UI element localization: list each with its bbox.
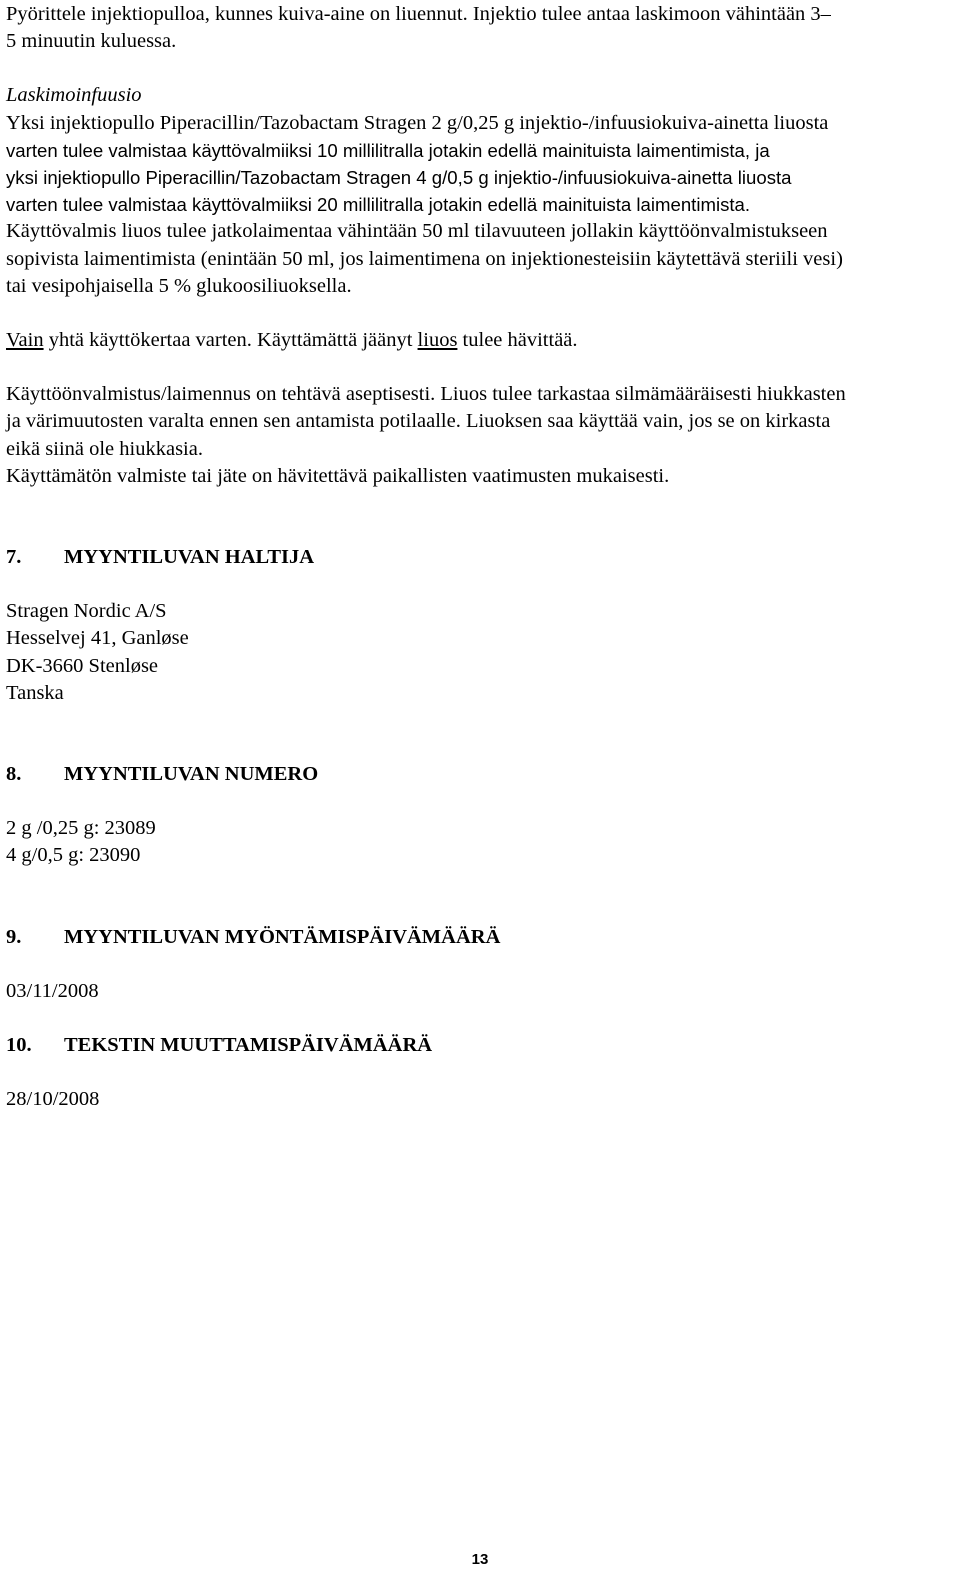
page-number: 13 [471,1551,489,1568]
section-8-heading [6,761,946,788]
single-use-note [6,327,946,354]
section-title: MYYNTILUVAN MYÖNTÄMISPÄIVÄMÄÄRÄ [64,925,501,948]
liuos-word: liuos [417,329,458,352]
infusion-line: varten tulee valmistaa käyttövalmiiksi 20 millilitralla jotakin edellä mainituista laimentimista. [6,194,751,216]
handling-line: Käyttämätön valmiste tai jäte on hävitettävä paikallisten vaatimusten mukaisesti. [6,464,670,487]
section-title: MYYNTILUVAN HALTIJA [64,546,315,569]
section-title: MYYNTILUVAN NUMERO [64,763,319,786]
section-number: 10. [6,1034,32,1057]
section-number: 9. [6,925,22,948]
single-use-text: tulee hävittää. [457,329,578,352]
handling-line: Käyttöönvalmistus/laimennus on tehtävä aseptisesti. Liuos tulee tarkastaa silmämääräisesti hiukkasten [6,383,846,406]
section-9-heading [6,924,946,951]
holder-line: DK-3660 Stenløse [6,654,159,677]
infusion-line: sopivista laimentimista (enintään 50 ml, jos laimentimena on injektionesteisiin käytettävä steriili vesi) [6,247,843,270]
authorisation-number: 2 g /0,25 g: 23089 [6,817,156,840]
vain-word: Vain [6,329,44,352]
section-7-heading [6,544,946,571]
infusion-heading: Laskimoinfuusio [6,84,142,107]
infusion-line: varten tulee valmistaa käyttövalmiiksi 10 millilitralla jotakin edellä mainituista laimentimista, ja [6,139,770,161]
holder-line: Tanska [6,681,64,704]
holder-line: Stragen Nordic A/S [6,600,167,623]
intro-line: Pyörittele injektiopulloa, kunnes kuiva-aine on liuennut. Injektio tulee antaa laskimoon vähintään 3– [6,3,831,25]
section-number: 7. [6,546,22,569]
infusion-line: Yksi injektiopullo Piperacillin/Tazobactam Stragen 2 g/0,25 g injektio-/infuusiokuiva-ainetta liuosta [6,111,829,134]
holder-line: Hesselvej 41, Ganløse [6,627,189,650]
infusion-line: yksi injektiopullo Piperacillin/Tazobactam Stragen 4 g/0,5 g injektio-/infuusiokuiva-ainetta liuosta [6,167,792,189]
infusion-line: tai vesipohjaisella 5 % glukoosiliuoksella. [6,274,352,297]
single-use-text: yhtä käyttökertaa varten. Käyttämättä jäänyt [43,329,418,352]
intro-line: 5 minuutin kuluessa. [6,30,177,53]
section-number: 8. [6,763,22,786]
section-10-heading [6,1032,946,1059]
section-title: TEKSTIN MUUTTAMISPÄIVÄMÄÄRÄ [64,1034,433,1057]
document-page [6,1,946,1113]
authorisation-number: 4 g/0,5 g: 23090 [6,844,141,867]
handling-line: ja värimuutosten varalta ennen sen antamista potilaalle. Liuoksen saa käyttää vain, jos se on kirkasta [6,410,831,433]
handling-line: eikä siinä ole hiukkasia. [6,437,203,460]
revision-date: 28/10/2008 [6,1088,100,1111]
infusion-line: Käyttövalmis liuos tulee jatkolaimentaa vähintään 50 ml tilavuuteen jollakin käyttöönvalmistukseen [6,220,828,243]
authorisation-date: 03/11/2008 [6,979,99,1002]
